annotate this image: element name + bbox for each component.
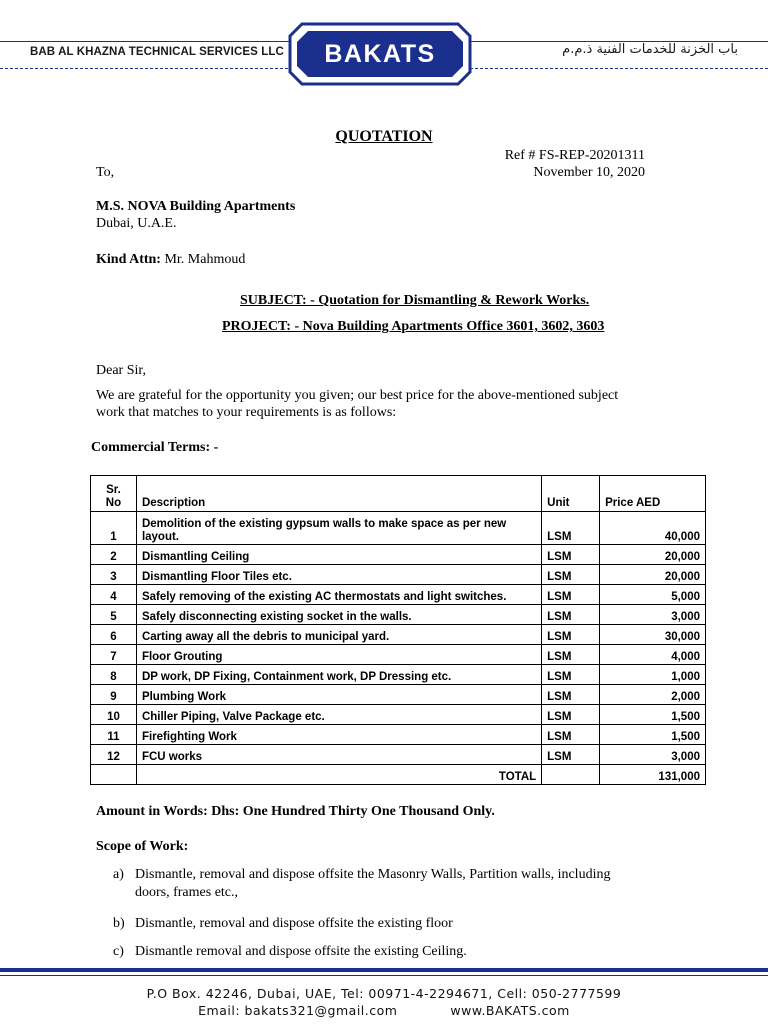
cell-unit: LSM [542,512,600,545]
cell-price: 1,500 [600,705,706,725]
amount-in-words: Amount in Words: Dhs: One Hundred Thirty One Thousand Only. [96,804,495,819]
intro-line-2: work that matches to your requirements is as follows: [96,405,397,420]
cell-sr: 12 [91,745,137,765]
cell-sr: 9 [91,685,137,705]
table-row [91,545,706,565]
cell-price: 1,000 [600,665,706,685]
cell-unit: LSM [542,585,600,605]
cell-description: Safely disconnecting existing socket in the walls. [136,605,541,625]
cell-price: 2,000 [600,685,706,705]
table-row [91,585,706,605]
header-sr-no [91,476,137,512]
cell-description [136,512,541,545]
cell-price: 3,000 [600,605,706,625]
cell-price: 20,000 [600,565,706,585]
header-unit: Unit [542,476,600,512]
table-row [91,685,706,705]
reference-number: Ref # FS-REP-20201311 [504,148,645,163]
cell-sr: 6 [91,625,137,645]
cell-unit: LSM [542,645,600,665]
cell-price: 1,500 [600,725,706,745]
cell-sr: 4 [91,585,137,605]
total-unit-empty [542,765,600,785]
intro-line-1: We are grateful for the opportunity you given; our best price for the above-mentioned subject [96,388,619,403]
cell-price: 4,000 [600,645,706,665]
kind-attention [96,252,245,268]
page-title: QUOTATION [335,128,433,145]
cell-sr: 7 [91,645,137,665]
table-row [91,512,706,545]
header-sr-line2: No [105,497,122,509]
cell-description: Plumbing Work [136,685,541,705]
cell-sr: 3 [91,565,137,585]
cell-unit: LSM [542,565,600,585]
footer-website: www.BAKATS.com [450,1003,570,1018]
salutation: Dear Sir, [96,363,146,378]
table-row [91,645,706,665]
table-row [91,665,706,685]
logo-text: BAKATS [324,40,436,68]
company-name-arabic: باب الخزنة للخدمات الفنية ذ.م.م [562,42,738,57]
cell-description: Safely removing of the existing AC thermostats and light switches. [136,585,541,605]
cell-description: Dismantling Floor Tiles etc. [136,565,541,585]
cell-sr: 10 [91,705,137,725]
footer-rule-thin [0,975,768,976]
cell-description: Chiller Piping, Valve Package etc. [136,705,541,725]
cell-description: Floor Grouting [136,645,541,665]
scope-marker: b) [113,916,125,931]
scope-marker: a) [113,867,124,882]
cell-sr: 8 [91,665,137,685]
cell-unit: LSM [542,625,600,645]
cell-description: Carting away all the debris to municipal yard. [136,625,541,645]
cell-unit: LSM [542,545,600,565]
document-date: November 10, 2020 [533,165,645,180]
cell-price: 5,000 [600,585,706,605]
table-row [91,625,706,645]
attn-label: Kind Attn: [96,252,161,267]
header-price: Price AED [600,476,706,512]
total-value: 131,000 [600,765,706,785]
cell-unit: LSM [542,605,600,625]
cell-sr: 11 [91,725,137,745]
cell-description: FCU works [136,745,541,765]
scope-text: Dismantle removal and dispose offsite the existing Ceiling. [135,944,467,959]
cell-price: 30,000 [600,625,706,645]
table-row [91,725,706,745]
cell-unit: LSM [542,685,600,705]
footer-address: P.O Box. 42246, Dubai, UAE, Tel: 00971-4-2294671, Cell: 050-2777599 [146,986,622,1001]
table-row [91,565,706,585]
subject-line: SUBJECT: - Quotation for Dismantling & Rework Works. [240,293,590,308]
recipient-name: M.S. NOVA Building Apartments [96,199,296,214]
attn-name: Mr. Mahmoud [164,252,246,267]
company-name-english: BAB AL KHAZNA TECHNICAL SERVICES LLC [30,46,284,58]
to-label: To, [96,165,115,180]
cell-description: Firefighting Work [136,725,541,745]
cell-unit: LSM [542,665,600,685]
scope-marker: c) [113,944,124,959]
total-empty-cell [91,765,137,785]
recipient-city: Dubai, U.A.E. [96,216,177,231]
total-label: TOTAL [136,765,541,785]
table-row [91,605,706,625]
table-row [91,745,706,765]
footer-email: Email: bakats321@gmail.com [198,1003,398,1018]
header-description: Description [136,476,541,512]
scope-text [135,866,675,902]
cell-sr: 5 [91,605,137,625]
cell-unit: LSM [542,725,600,745]
cell-description-line1: Demolition of the existing gypsum walls to make space as per new [141,518,507,530]
company-logo [288,22,472,86]
table-header-row [91,476,706,512]
cell-price: 40,000 [600,512,706,545]
cell-unit: LSM [542,705,600,725]
cell-sr: 2 [91,545,137,565]
quotation-table [90,475,706,785]
cell-description: Dismantling Ceiling [136,545,541,565]
header-sr-line1: Sr. [106,484,121,496]
table-total-row [91,765,706,785]
scope-text: Dismantle, removal and dispose offsite the existing floor [135,916,453,931]
cell-price: 20,000 [600,545,706,565]
cell-unit: LSM [542,745,600,765]
commercial-terms-heading: Commercial Terms: - [91,440,219,455]
scope-text-line1: Dismantle, removal and dispose offsite the Masonry Walls, Partition walls, including [135,867,611,882]
cell-description-line2: layout. [141,531,179,543]
footer-contact [0,1003,768,1018]
project-line: PROJECT: - Nova Building Apartments Office 3601, 3602, 3603 [222,319,605,334]
scope-heading: Scope of Work: [96,839,189,854]
cell-price: 3,000 [600,745,706,765]
scope-text-line2: doors, frames etc., [135,885,239,900]
cell-description: DP work, DP Fixing, Containment work, DP Dressing etc. [136,665,541,685]
table-row [91,705,706,725]
footer-rule-thick [0,968,768,972]
cell-sr: 1 [91,512,137,545]
